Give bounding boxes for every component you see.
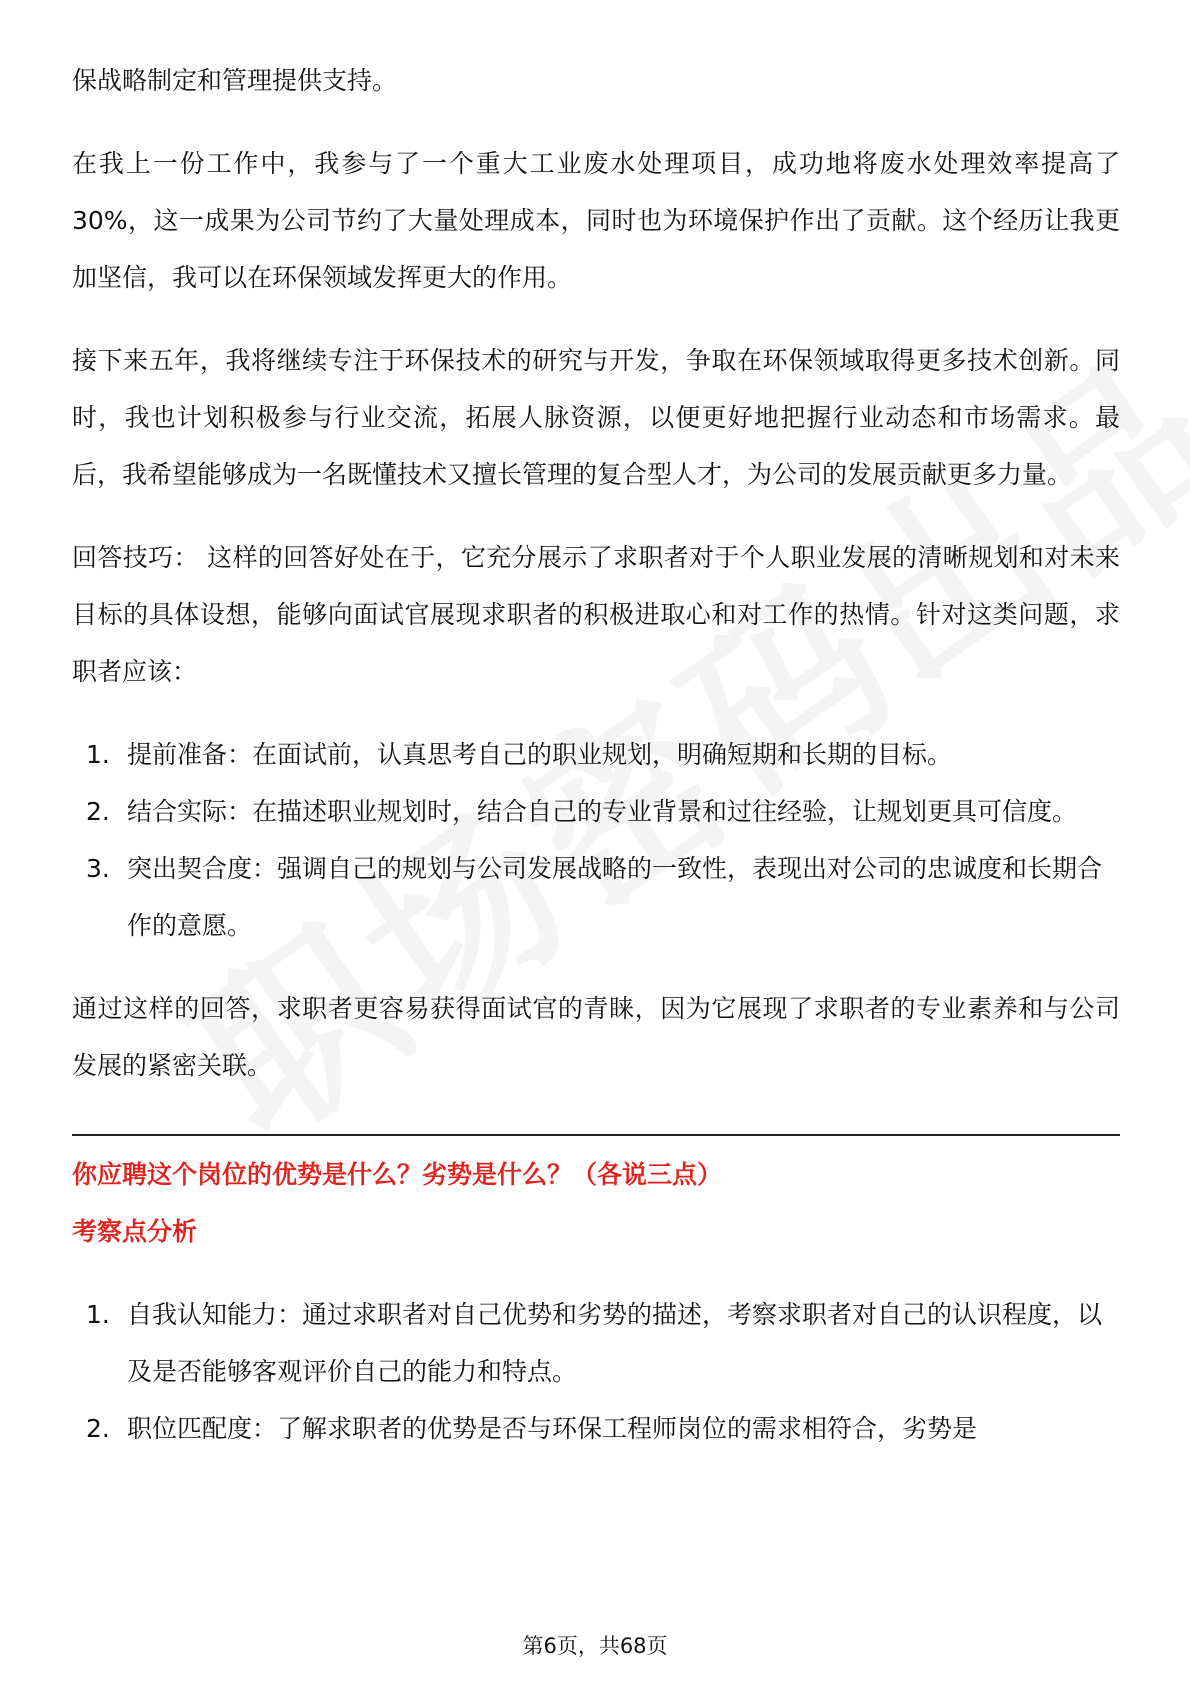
analysis-heading: 考察点分析 (72, 1217, 198, 1246)
paragraph-strategy-tail: 保战略制定和管理提供支持。 (72, 66, 398, 95)
list-item (72, 783, 1120, 840)
list-item (72, 1286, 1120, 1400)
paragraph-conclusion: 通过这样的回答，求职者更容易获得面试官的青睐，因为它展现了求职者的专业素养和与公司发展的紧密关联。 (72, 994, 1120, 1080)
analysis-list (72, 1286, 1120, 1457)
section-divider (72, 1134, 1120, 1136)
list-number: 1. (86, 740, 110, 769)
list-number: 3. (86, 854, 110, 883)
list-item (72, 726, 1120, 783)
paragraph-five-year-plan: 接下来五年，我将继续专注于环保技术的研究与开发，争取在环保领域取得更多技术创新。同时，我也计划积极参与行业交流，拓展人脉资源，以便更好地把握行业动态和市场需求。最后，我希望能够成为一名既懂技术又擅长管理的复合型人才，为公司的发展贡献更多力量。 (72, 346, 1120, 489)
list-item-text: 自我认知能力：通过求职者对自己优势和劣势的描述，考察求职者对自己的认识程度，以及是否能够客观评价自己的能力和特点。 (127, 1300, 1103, 1386)
list-item-text: 突出契合度：强调自己的规划与公司发展战略的一致性，表现出对公司的忠诚度和长期合作的意愿。 (127, 854, 1103, 940)
list-number: 1. (86, 1300, 110, 1329)
list-number: 2. (86, 797, 110, 826)
list-item-text: 结合实际：在描述职业规划时，结合自己的专业背景和过往经验，让规划更具可信度。 (127, 797, 1078, 826)
document-page (72, 52, 1120, 1457)
list-item (72, 840, 1120, 954)
tips-list (72, 726, 1120, 954)
list-item (72, 1400, 1120, 1457)
paragraph-experience: 在我上一份工作中，我参与了一个重大工业废水处理项目，成功地将废水处理效率提高了30%，这一成果为公司节约了大量处理成本，同时也为环境保护作出了贡献。这个经历让我更加坚信，我可以在环保领域发挥更大的作用。 (72, 149, 1120, 292)
list-item-text: 提前准备：在面试前，认真思考自己的职业规划，明确短期和长期的目标。 (127, 740, 953, 769)
page-footer: 第6页，共68页 (522, 1634, 668, 1658)
paragraph-answer-tips: 回答技巧： 这样的回答好处在于，它充分展示了求职者对于个人职业发展的清晰规划和对未来目标的具体设想，能够向面试官展现求职者的积极进取心和对工作的热情。针对这类问题，求职者应该： (72, 543, 1120, 686)
list-item-text: 职位匹配度：了解求职者的优势是否与环保工程师岗位的需求相符合，劣势是 (127, 1414, 978, 1443)
question-title: 你应聘这个岗位的优势是什么？劣势是什么？（各说三点） (72, 1160, 723, 1189)
list-number: 2. (86, 1414, 110, 1443)
